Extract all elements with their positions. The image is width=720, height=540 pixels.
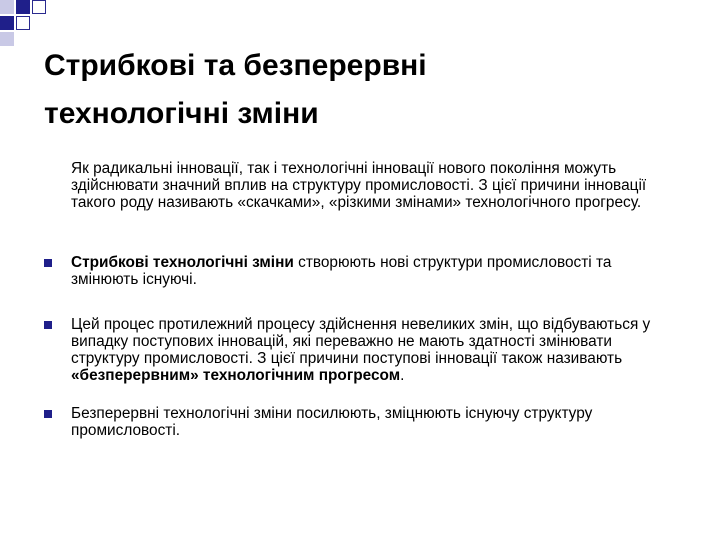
title-line-1: Стрибкові та безперервні	[44, 49, 427, 82]
bullet-marker	[44, 410, 52, 418]
bullet-marker	[44, 321, 52, 329]
bullet-text-1	[71, 254, 681, 288]
intro-paragraph: Як радикальні інновації, так і технологічні інновації нового покоління можуть здійснювати значний вплив на структуру промисловості. З цієї причини інновації такого роду називають «скачками», «різкими змінами» технологічного прогресу.	[71, 160, 647, 211]
bullet-1-rest: створюють нові структури промисловості та змінюють існуючі.	[71, 254, 612, 288]
bullet-text-3: Безперервні технологічні зміни посилюють, зміцнюють існуючу структуру промисловості.	[71, 405, 593, 439]
deco-square	[0, 0, 14, 14]
bullet-2-rest: Цей процес протилежний процесу здійснення невеликих змін, що відбуваються у випадку поступових інновацій, які переважно не мають здатності змінювати структуру промисловості. З цієї причини поступові інновації також називають	[71, 316, 651, 367]
bullet-text-2	[71, 316, 681, 384]
deco-square	[32, 0, 46, 14]
deco-square	[16, 0, 30, 14]
bullet-1-bold: Стрибкові технологічні зміни	[71, 254, 294, 271]
deco-square	[0, 16, 14, 30]
slide-title	[44, 42, 684, 138]
bullet-2-bold: «безперервним» технологічним прогресом	[71, 367, 401, 384]
bullet-marker	[44, 259, 52, 267]
title-line-2: технологічні зміни	[44, 97, 319, 130]
bullet-2-tail: .	[400, 367, 405, 384]
deco-square	[0, 32, 14, 46]
deco-square	[16, 16, 30, 30]
